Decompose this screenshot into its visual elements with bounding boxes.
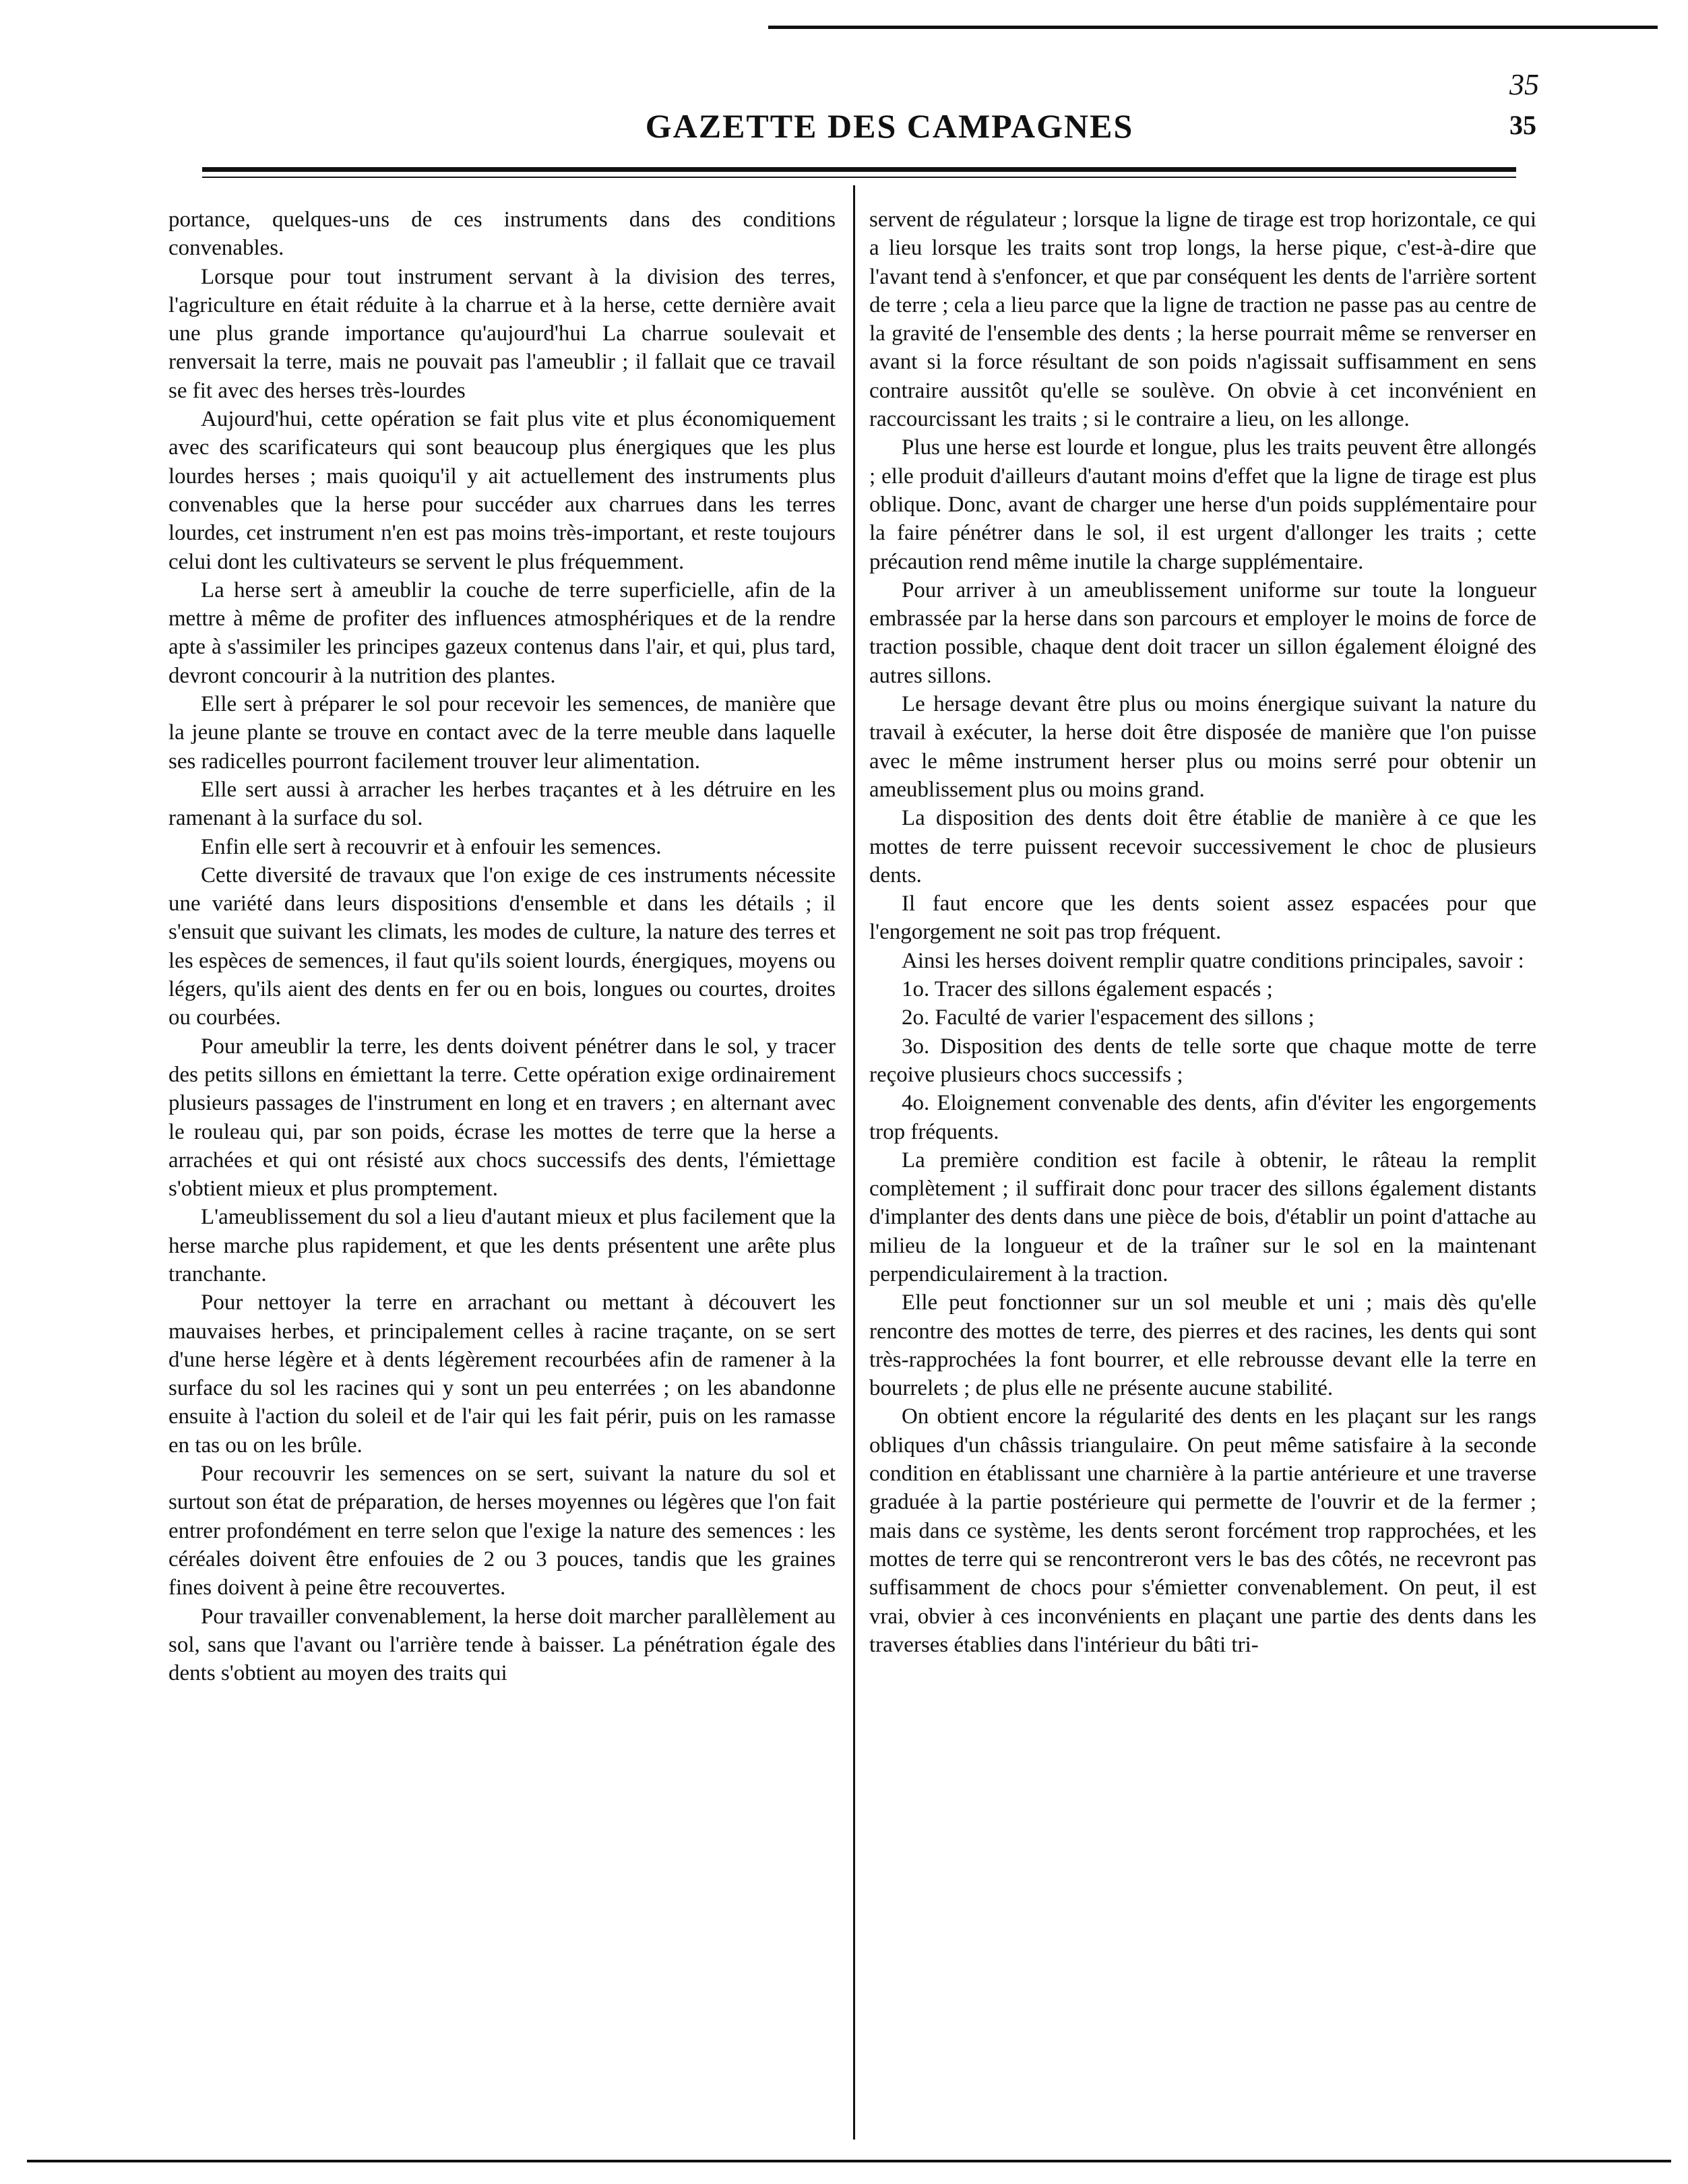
paragraph: portance, quelques-uns de ces instruments dans des conditions convenables.: [168, 208, 836, 261]
paragraph: Lorsque pour tout instrument servant à la division des terres, l'agriculture en était réduite à la charrue et à la herse, cette dernière avait une plus grande importance qu'aujourd'hui La charrue soulevait et renversait la terre, mais ne pouvait pas l'ameublir ; il fallait que ce travail se fit avec des herses très-lourdes: [168, 264, 836, 403]
paragraph: Pour arriver à un ameublissement uniforme sur toute la longueur embrassée par la herse dans son parcours et employer le moins de force de traction possible, chaque dent doit tracer un sillon également éloigné des autres sillons.: [869, 578, 1536, 688]
bottom-border-rule: [27, 2160, 1671, 2162]
page-number-printed: 35: [1509, 110, 1536, 140]
paragraph: La première condition est facile à obtenir, le râteau la remplit complètement ; il suffirait donc pour tracer des sillons également distants d'implanter des dents dans une pièce de bois, d'établir un point d'attache au milieu de la longueur et de la traîner sur le sol en la maintenant perpendiculairement à la traction.: [869, 1148, 1536, 1286]
paragraph: Enfin elle sert à recouvrir et à enfouir les semences.: [201, 834, 662, 859]
paragraph: servent de régulateur ; lorsque la ligne de tirage est trop horizontale, ce qui a lieu lorsque les traits sont trop longs, la herse pique, c'est-à-dire que l'avant tend à s'enfoncer, et que par conséquent les dents de l'arrière sortent de terre ; cela a lieu parce que la ligne de traction ne passe pas au centre de la gravité de l'ensemble des dents ; la herse pourrait même se renverser en avant si la force résultant de son poids n'agissait suffisamment en sens contraire aussitôt qu'elle se soulève. On obvie à cet inconvénient en raccourcissant les traits ; si le contraire a lieu, on les allonge.: [869, 208, 1536, 432]
list-item: 4o. Eloignement convenable des dents, afin d'éviter les engorgements trop fréquents.: [869, 1091, 1536, 1144]
paragraph: Elle sert aussi à arracher les herbes traçantes et à les détruire en les ramenant à la surface du sol.: [168, 777, 836, 831]
paragraph: Cette diversité de travaux que l'on exige de ces instruments nécessite une variété dans leurs dispositions d'ensemble et dans les détails ; il s'ensuit que suivant les climats, les modes de culture, la nature des terres et les espèces de semences, il faut qu'ils soient lourds, énergiques, moyens ou légers, qu'ils aient des dents en fer ou en bois, longues ou courtes, droites ou courbées.: [168, 863, 836, 1030]
masthead-title: GAZETTE DES CAMPAGNES: [645, 107, 1134, 145]
paragraph: L'ameublissement du sol a lieu d'autant mieux et plus facilement que la herse marche plus rapidement, et que les dents présentent une arête plus tranchante.: [168, 1205, 836, 1286]
paragraph: Pour recouvrir les semences on se sert, suivant la nature du sol et surtout son état de préparation, de herses moyennes ou légères que l'on fait entrer profondément en terre selon que l'exige la nature des semences : les céréales doivent être enfouies de 2 ou 3 pouces, tandis que les graines fines doivent à peine être recouvertes.: [168, 1462, 836, 1600]
paragraph: Le hersage devant être plus ou moins énergique suivant la nature du travail à exécuter, la herse doit être disposée de manière que l'on puisse avec le même instrument herser plus ou moins serré pour obtenir un ameublissement plus ou moins grand.: [869, 692, 1536, 802]
paragraph: Aujourd'hui, cette opération se fait plus vite et plus économiquement avec des scarificateurs qui sont beaucoup plus énergiques que les plus lourdes herses ; mais quoiqu'il y ait actuellement des instruments plus convenables que la herse pour succéder aux charrues dans les terres lourdes, cet instrument n'en est pas moins très-important, et reste toujours celui dont les cultivateurs se servent le plus fréquemment.: [168, 407, 836, 574]
paragraph: La disposition des dents doit être établie de manière à ce que les mottes de terre puissent recevoir successivement le choc de plusieurs dents.: [869, 806, 1536, 887]
paragraph: Elle sert à préparer le sol pour recevoir les semences, de manière que la jeune plante se trouve en contact avec de la terre meuble dans laquelle ses radicelles pourront facilement trouver leur alimentation.: [168, 692, 836, 774]
paragraph: Plus une herse est lourde et longue, plus les traits peuvent être allongés ; elle produit d'ailleurs d'autant moins d'effet que la ligne de tirage est plus oblique. Donc, avant de charger une herse d'un poids supplémentaire pour la faire pénétrer dans le sol, il est urgent d'allonger les traits ; cette précaution rend même inutile la charge supplémentaire.: [869, 435, 1536, 574]
masthead-rule-thick: [202, 167, 1516, 172]
column-divider: [853, 185, 855, 2140]
paragraph: Pour travailler convenablement, la herse doit marcher parallèlement au sol, sans que l'avant ou l'arrière tende à baisser. La pénétration égale des dents s'obtient au moyen des traits qui: [168, 1604, 836, 1686]
top-border-rule: [768, 26, 1658, 29]
paragraph: On obtient encore la régularité des dents en les plaçant sur les rangs obliques d'un châssis triangulaire. On peut même satisfaire à la seconde condition en établissant une charnière à la partie antérieure et une traverse graduée à la partie postérieure qui permette de l'ouvrir et de la fermer ; mais dans ce système, les dents seront forcément trop rapprochées, et les mottes de terre qui se rencontreront vers le bas des côtés, ne recevront pas suffisamment de chocs pour s'émietter convenablement. On peut, il est vrai, obvier à ces inconvénients en plaçant une partie des dents dans les traverses établies dans l'intérieur du bâti tri-: [869, 1404, 1536, 1657]
page-number-handwritten: 35: [1509, 68, 1539, 101]
paragraph: La herse sert à ameublir la couche de terre superficielle, afin de la mettre à même de profiter des influences atmosphériques et de la rendre apte à s'assimiler les principes gazeux contenus dans l'air, et qui, plus tard, devront concourir à la nutrition des plantes.: [168, 578, 836, 688]
left-column: [168, 206, 836, 1687]
list-item: 3o. Disposition des dents de telle sorte que chaque motte de terre reçoive plusieurs chocs successifs ;: [869, 1034, 1536, 1087]
paragraph: Pour ameublir la terre, les dents doivent pénétrer dans le sol, y tracer des petits sillons en émiettant la terre. Cette opération exige ordinairement plusieurs passages de l'instrument en long et en travers ; en alternant avec le rouleau qui, par son poids, écrase les mottes de terre que la herse a arrachées et qui ont résisté aux chocs successifs des dents, l'émiettage s'obtient mieux et plus promptement.: [168, 1034, 836, 1202]
list-item: 1o. Tracer des sillons également espacés ;: [902, 977, 1273, 1002]
right-column: [869, 206, 1536, 1659]
paragraph: Ainsi les herses doivent remplir quatre conditions principales, savoir :: [902, 948, 1524, 973]
list-item: 2o. Faculté de varier l'espacement des sillons ;: [902, 1005, 1315, 1030]
paragraph: Pour nettoyer la terre en arrachant ou mettant à découvert les mauvaises herbes, et principalement celles à racine traçante, on se sert d'une herse légère et à dents légèrement recourbées afin de ramener à la surface du sol les racines qui y sont un peu enterrées ; on les abandonne ensuite à l'action du soleil et de l'air qui les fait périr, puis on les ramasse en tas ou on les brûle.: [168, 1290, 836, 1458]
paragraph: Elle peut fonctionner sur un sol meuble et uni ; mais dès qu'elle rencontre des mottes de terre, des pierres et des racines, les dents qui sont très-rapprochées la font bourrer, et elle rebrousse devant elle la terre en bourrelets ; de plus elle ne présente aucune stabilité.: [869, 1290, 1536, 1401]
paragraph: Il faut encore que les dents soient assez espacées pour que l'engorgement ne soit pas trop fréquent.: [869, 892, 1536, 945]
masthead-rule-thin: [202, 177, 1516, 178]
